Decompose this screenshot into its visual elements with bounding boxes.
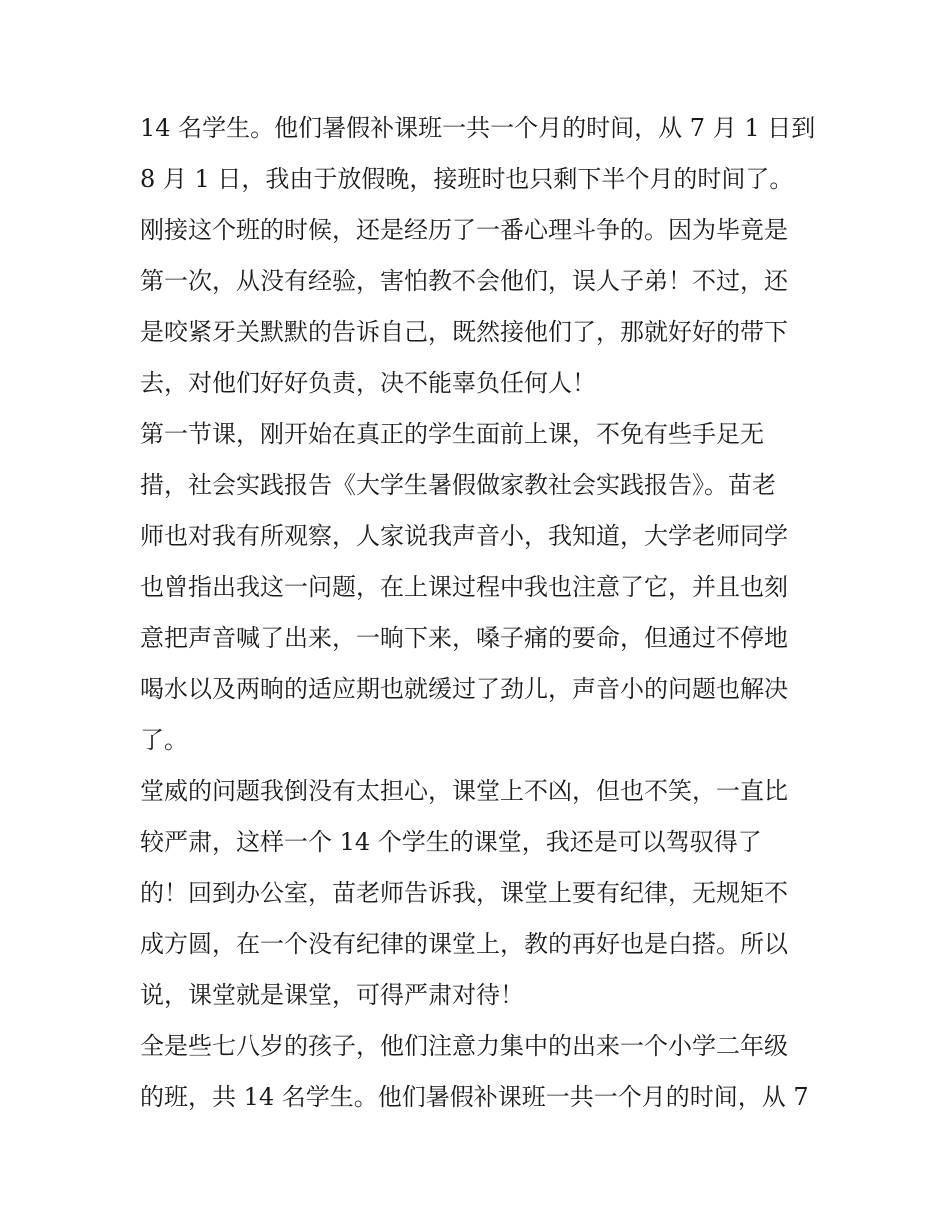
text-line: 较严肃，这样一个 14 个学生的课堂，我还是可以驾驭得了 bbox=[140, 828, 762, 856]
text-line: 14 名学生。他们暑假补课班一共一个月的时间，从 7 月 1 日到 bbox=[140, 114, 816, 142]
text-line: 是咬紧牙关默默的告诉自己，既然接他们了，那就好好的带下 bbox=[140, 318, 788, 346]
text-line: 的！回到办公室，苗老师告诉我，课堂上要有纪律，无规矩不 bbox=[140, 879, 788, 907]
text-line: 第一次，从没有经验，害怕教不会他们，误人子弟！不过，还 bbox=[140, 267, 788, 295]
text-line: 去，对他们好好负责，决不能辜负任何人！ bbox=[140, 369, 596, 397]
text-line: 师也对我有所观察，人家说我声音小，我知道，大学老师同学 bbox=[140, 522, 788, 550]
text-line: 了。 bbox=[140, 726, 188, 754]
text-line: 喝水以及两晌的适应期也就缓过了劲儿，声音小的问题也解决 bbox=[140, 675, 788, 703]
text-line: 全是些七八岁的孩子，他们注意力集中的出来一个小学二年级 bbox=[140, 1032, 788, 1060]
text-line: 刚接这个班的时候，还是经历了一番心理斗争的。因为毕竟是 bbox=[140, 216, 788, 244]
text-line: 也曾指出我这一问题，在上课过程中我也注意了它，并且也刻 bbox=[140, 573, 788, 601]
text-line: 成方圆，在一个没有纪律的课堂上，教的再好也是白搭。所以 bbox=[140, 930, 788, 958]
text-line: 堂威的问题我倒没有太担心，课堂上不凶，但也不笑，一直比 bbox=[140, 777, 788, 805]
text-line: 意把声音喊了出来，一晌下来，嗓子痛的要命，但通过不停地 bbox=[140, 624, 788, 652]
text-line: 8 月 1 日，我由于放假晚，接班时也只剩下半个月的时间了。 bbox=[140, 165, 794, 193]
text-line: 第一节课，刚开始在真正的学生面前上课，不免有些手足无 bbox=[140, 420, 764, 448]
text-line: 的班，共 14 名学生。他们暑假补课班一共一个月的时间，从 7 bbox=[140, 1083, 809, 1111]
body-text bbox=[140, 103, 820, 1123]
text-line: 说，课堂就是课堂，可得严肃对待！ bbox=[140, 981, 524, 1009]
text-line: 措，社会实践报告《大学生暑假做家教社会实践报告》。苗老 bbox=[140, 471, 776, 499]
